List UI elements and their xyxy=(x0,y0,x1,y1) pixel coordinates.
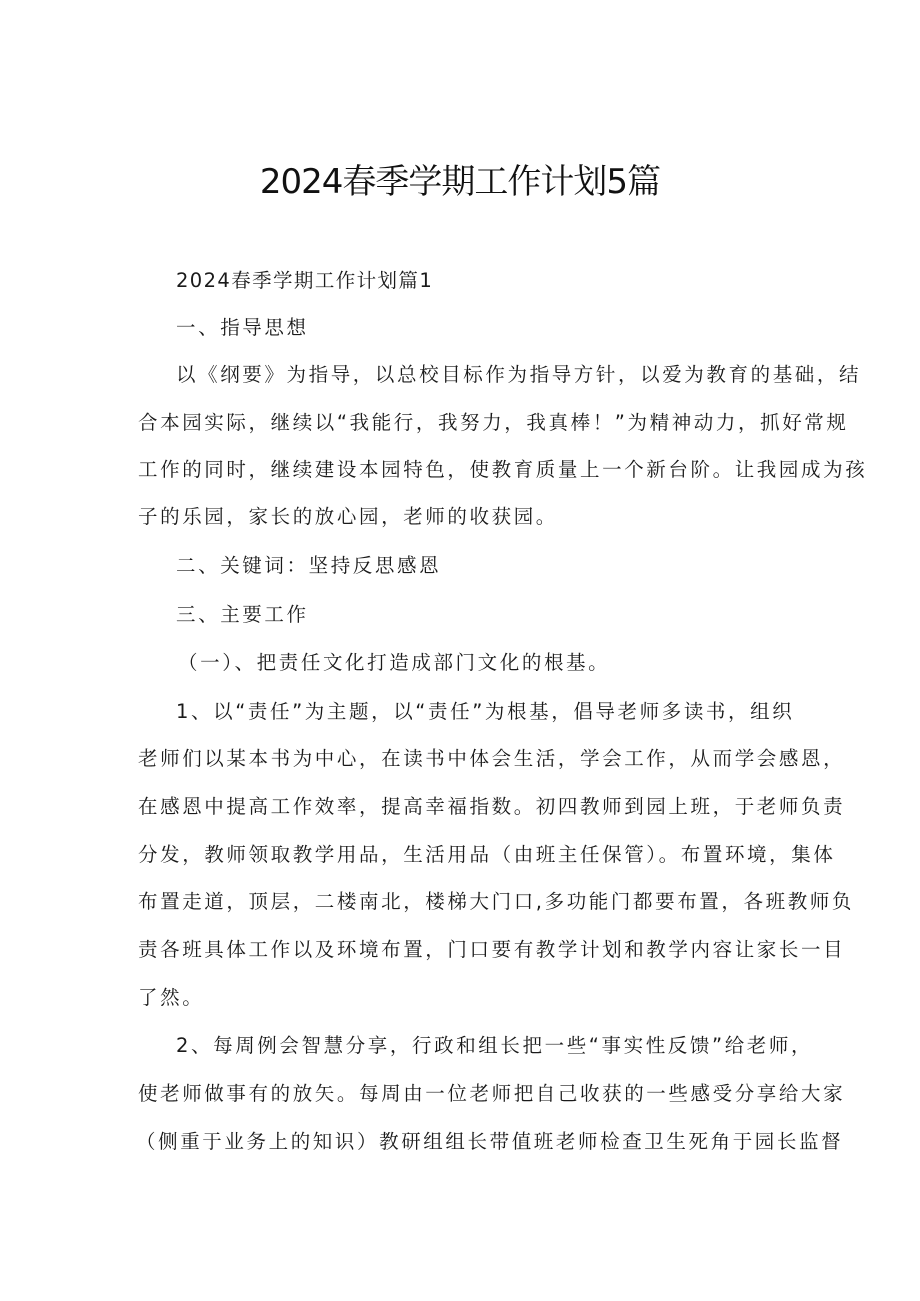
heading-keywords: 二、关键词：坚持反思感恩 xyxy=(176,554,442,577)
paragraph-line: （侧重于业务上的知识）教研组组长带值班老师检查卫生死角于园长监督 xyxy=(136,1130,844,1153)
heading-guiding-ideology: 一、指导思想 xyxy=(176,316,309,339)
paragraph-line: 老师们以某本书为中心，在读书中体会生活，学会工作，从而学会感恩， xyxy=(138,747,846,770)
paragraph-line: 分发，教师领取教学用品，生活用品（由班主任保管）。布置环境，集体 xyxy=(138,843,836,866)
paragraph-line: 责各班具体工作以及环境布置，门口要有教学计划和教学内容让家长一目 xyxy=(138,938,846,961)
document-title: 2024春季学期工作计划5篇 xyxy=(259,162,661,202)
paragraph-line: 布置走道，顶层，二楼南北，楼梯大门口,多功能门都要布置，各班教师负 xyxy=(138,890,854,913)
paragraph-line: 了然。 xyxy=(138,986,205,1009)
subsection-heading: （一）、把责任文化打造成部门文化的根基。 xyxy=(178,651,611,674)
paragraph-line: 使老师做事有的放矢。每周由一位老师把自己收获的一些感受分享给大家 xyxy=(138,1082,846,1105)
paragraph-line: 在感恩中提高工作效率，提高幸福指数。初四教师到园上班，于老师负责 xyxy=(138,795,846,818)
paragraph-line: 1、以“责任”为主题，以“责任”为根基，倡导老师多读书，组织 xyxy=(176,700,795,723)
paragraph-line: 子的乐园，家长的放心园，老师的收获园。 xyxy=(138,505,558,528)
paragraph-line: 合本园实际，继续以“我能行，我努力，我真棒！”为精神动力，抓好常规 xyxy=(138,411,849,434)
paragraph-line: 以《纲要》为指导，以总校目标作为指导方针，以爱为教育的基础，结 xyxy=(176,363,862,386)
section-subtitle: 2024春季学期工作计划篇1 xyxy=(176,269,434,292)
paragraph-line: 工作的同时，继续建设本园特色，使教育质量上一个新台阶。让我园成为孩 xyxy=(138,458,868,481)
paragraph-line: 2、每周例会智慧分享，行政和组长把一些“事实性反馈”给老师， xyxy=(176,1034,814,1057)
heading-main-work: 三、主要工作 xyxy=(176,603,309,626)
